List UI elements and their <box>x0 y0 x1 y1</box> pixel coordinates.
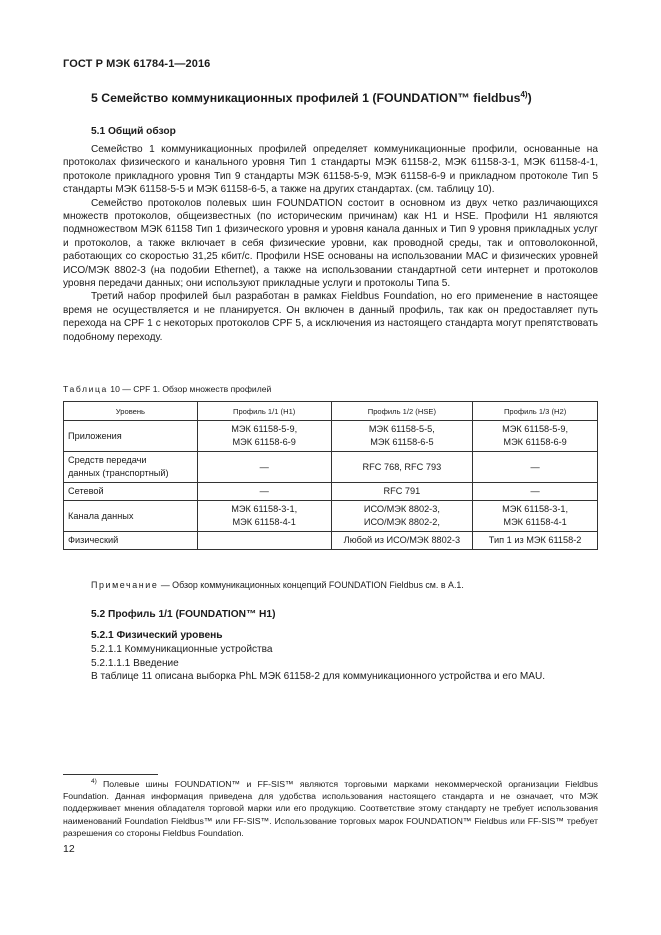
table-row <box>64 483 598 501</box>
table-row <box>64 421 598 452</box>
paragraph-2: Семейство протоколов полевых шин FOUNDATION состоит в основном из двух четко различающихся множеств протоколов, общеизвестных (по историческим причинам) как H1 и HSE. Профили H1 являются подмножеством МЭК 61158 Тип 1 физического уровня и уровня канала данных и Тип 9 уровня прикладных услуг и протоколов, а также включает в себя физические уровни, как проводной среды, так и оптоволоконной, работающих со скоростью 31,25 кбит/с. Профили HSE основаны на использовании MAC и физических уровней ИСО/МЭК 8802-3 (на подобии Ethernet), а также на использовании стандартной сети интернет и протоколов уровня передачи данных; они используют прикладные услуги и протоколы Типа 5. <box>63 197 598 290</box>
layer-cell: Сетевой <box>64 483 198 501</box>
subsection-5-2-1-1-1-title: 5.2.1.1.1 Введение <box>91 658 179 669</box>
profile-1-1-cell <box>197 421 331 452</box>
table-row <box>64 532 598 550</box>
cell-line: МЭК 61158-4-1 <box>232 517 296 527</box>
cell-line: МЭК 61158-4-1 <box>503 517 567 527</box>
profile-1-1-cell: — <box>197 452 331 483</box>
table-10 <box>63 401 598 550</box>
cell-line: МЭК 61158-6-5 <box>370 437 434 447</box>
note-text: — Обзор коммуникационных концепций FOUNDATION Fieldbus см. в А.1. <box>158 580 464 590</box>
cell-line: МЭК 61158-6-9 <box>503 437 567 447</box>
footnote <box>63 776 598 839</box>
subsection-5-2-1-title: 5.2.1 Физический уровень <box>91 630 223 641</box>
header-cell: Уровень <box>64 402 198 421</box>
footnote-text: Полевые шины FOUNDATION™ и FF-SIS™ являются торговыми марками некоммерческой организации Fieldbus Foundation. Данная информация приведена для удобства использования настоящего стандарта и не означает, что МЭК поддерживает мнения обладателя торговой марки или его продукцию. Соответствие этому стандарту не требует использования наименований Foundation Fieldbus™ или FF-SIS™. Использование торговых марок FOUNDATION™ Fieldbus или FF-SIS™ требует разрешения со стороны Fieldbus Foundation. <box>63 778 598 839</box>
table-caption-label: Таблица <box>63 384 108 394</box>
cell-line: ИСО/МЭК 8802-2, <box>363 517 440 527</box>
profile-1-1-cell: — <box>197 483 331 501</box>
header-cell: Профиль 1/1 (H1) <box>197 402 331 421</box>
table-10-caption <box>63 384 271 394</box>
cell-line: Средств передачи <box>68 455 147 465</box>
cell-line: данных (транспортный) <box>68 468 169 478</box>
header-cell: Профиль 1/3 (H2) <box>473 402 598 421</box>
profile-1-1-cell <box>197 532 331 550</box>
section-5-title <box>91 90 532 105</box>
standard-header: ГОСТ Р МЭК 61784-1—2016 <box>63 58 211 70</box>
footnote-body <box>63 776 598 839</box>
layer-cell <box>64 452 198 483</box>
profile-1-2-cell: RFC 791 <box>331 483 473 501</box>
footnote-separator <box>63 774 158 775</box>
profile-1-2-cell: Любой из ИСО/МЭК 8802-3 <box>331 532 473 550</box>
page-number: 12 <box>63 843 75 855</box>
table-row <box>64 452 598 483</box>
table-caption-text: 10 — CPF 1. Обзор множеств профилей <box>107 384 272 394</box>
footnote-ref[interactable]: 4) <box>520 90 528 99</box>
profile-1-3-cell: — <box>473 452 598 483</box>
table-row <box>64 501 598 532</box>
cell-line: МЭК 61158-5-5, <box>368 424 435 434</box>
table-header-row <box>64 402 598 421</box>
header-cell: Профиль 1/2 (HSE) <box>331 402 473 421</box>
cell-line: МЭК 61158-5-9, <box>231 424 298 434</box>
profile-1-2-cell <box>331 501 473 532</box>
cell-line: МЭК 61158-3-1, <box>231 504 298 514</box>
profile-1-2-cell: RFC 768, RFC 793 <box>331 452 473 483</box>
cell-line: МЭК 61158-5-9, <box>502 424 569 434</box>
subsection-5-1-body <box>63 143 598 344</box>
table-note <box>91 580 464 590</box>
cell-line: ИСО/МЭК 8802-3, <box>363 504 440 514</box>
layer-cell: Приложения <box>64 421 198 452</box>
table-11-reference-text: В таблице 11 описана выборка PhL МЭК 61158-2 для коммуникационного устройства и его MAU. <box>91 671 546 682</box>
profile-1-2-cell <box>331 421 473 452</box>
footnote-marker: 4) <box>91 778 97 785</box>
profile-1-3-cell: Тип 1 из МЭК 61158-2 <box>473 532 598 550</box>
note-label: Примечание <box>91 580 159 590</box>
paragraph-3: Третий набор профилей был разработан в рамках Fieldbus Foundation, но его применение в настоящее время не осуществляется и не планируется. Он включен в данный профиль, так как он предоставляет путь перехода на CPF 1 с некоторых протоколов CPF 5, а исключения из настоящего стандарта могут препятствовать подобному переходу. <box>63 291 598 343</box>
cell-line: МЭК 61158-3-1, <box>502 504 569 514</box>
paragraph-1: Семейство 1 коммуникационных профилей определяет коммуникационные профили, основанные на протоколах физического и канального уровня Тип 1 стандарты МЭК 61158-2, МЭК 61158-3-1, МЭК 61158-4-1, протоколе прикладного уровня Тип 9 стандарты МЭК 61158-5-9, МЭК 61158-6-9 и прикладном протоколе Тип 5 стандарты МЭК 61158-5-5 и МЭК 61158-6-5, а также на других стандартах. (см. таблицу 10). <box>63 144 598 196</box>
profile-1-3-cell <box>473 501 598 532</box>
section-5-title-text: 5 Семейство коммуникационных профилей 1 (FOUNDATION™ fieldbus <box>91 91 521 106</box>
section-5-title-close: ) <box>527 91 532 106</box>
profile-1-3-cell: — <box>473 483 598 501</box>
profile-1-1-cell <box>197 501 331 532</box>
layer-cell: Канала данных <box>64 501 198 532</box>
subsection-5-2-1-1-title: 5.2.1.1 Коммуникационные устройства <box>91 644 273 655</box>
cell-line: МЭК 61158-6-9 <box>232 437 296 447</box>
layer-cell: Физический <box>64 532 198 550</box>
subsection-5-2-title: 5.2 Профиль 1/1 (FOUNDATION™ H1) <box>91 609 276 620</box>
profile-1-3-cell <box>473 421 598 452</box>
subsection-5-1-title: 5.1 Общий обзор <box>91 126 176 137</box>
